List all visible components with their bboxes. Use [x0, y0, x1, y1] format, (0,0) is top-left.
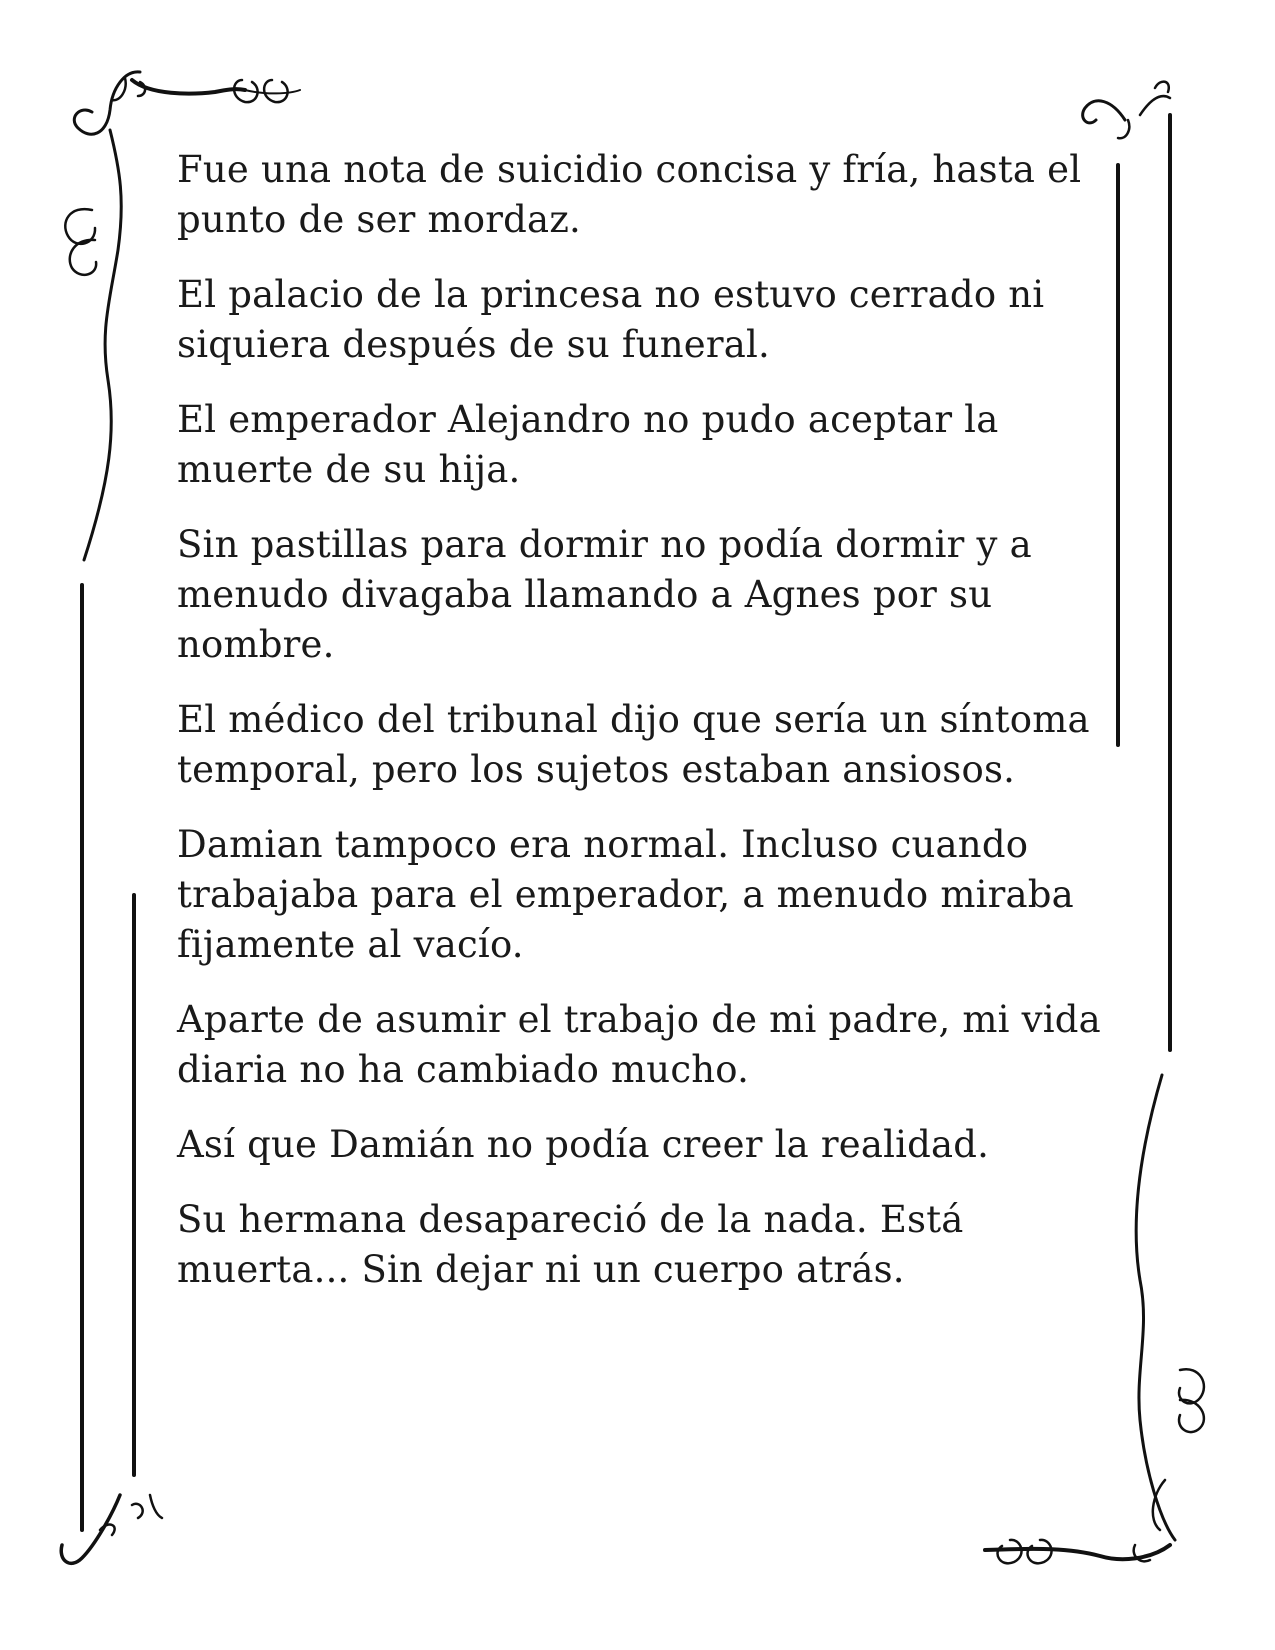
- story-text: [177, 145, 1107, 1320]
- paragraph: Sin pastillas para dormir no podía dormir y a menudo divagaba llamando a Agnes por su nombre.: [177, 523, 1032, 666]
- paragraph: Damian tampoco era normal. Incluso cuando trabajaba para el emperador, a menudo miraba fijamente al vacío.: [177, 823, 1074, 966]
- paragraph: El médico del tribunal dijo que sería un síntoma temporal, pero los sujetos estaban ansiosos.: [177, 698, 1090, 791]
- flourish-top-right: [1083, 82, 1170, 139]
- flourish-bottom-left: [61, 1495, 162, 1563]
- paragraph: Así que Damián no podía creer la realidad.: [177, 1123, 990, 1166]
- paragraph: El palacio de la princesa no estuvo cerrado ni siquiera después de su funeral.: [177, 273, 1045, 366]
- paragraph: Aparte de asumir el trabajo de mi padre, mi vida diaria no ha cambiado mucho.: [177, 998, 1101, 1091]
- paragraph: El emperador Alejandro no pudo aceptar la muerte de su hija.: [177, 398, 999, 491]
- paragraph: Su hermana desapareció de la nada. Está muerta... Sin dejar ni un cuerpo atrás.: [177, 1198, 964, 1291]
- paragraph: Fue una nota de suicidio concisa y fría, hasta el punto de ser mordaz.: [177, 148, 1082, 241]
